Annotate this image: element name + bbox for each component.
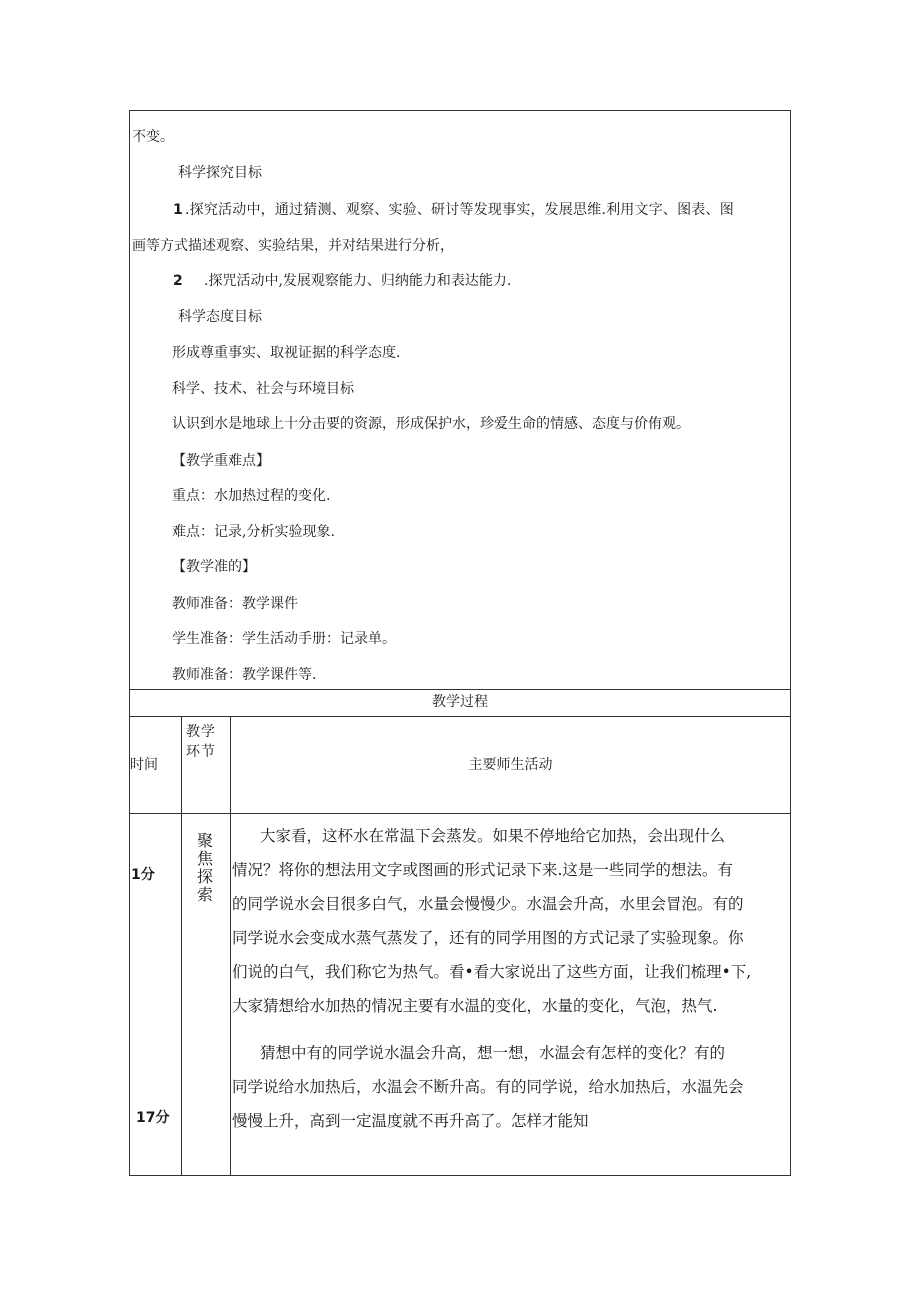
inquiry-item-1-line-1: .探究活动中，通过猜测、观察、实验、研讨等发现事实，发展思维.利用文字、图表、图: [185, 202, 734, 218]
activity-line-7: 猜想中有的同学说水温会升高，想一想，水温会有怎样的变化？有的: [260, 1044, 726, 1062]
time-cell-1: 1分: [131, 867, 155, 883]
activity-line-3: 的同学说水会目很多白气，水量会慢慢少。水温会升高，水里会冒泡。有的: [232, 895, 744, 913]
col-divider-time: [181, 716, 182, 1176]
sts-goal-text: 认识到水是地球上十分击要的资源，形成保护水，珍爱生命的情感、态度与价侑观。: [172, 416, 690, 432]
teacher-preparation-2: 教师准备：教学课件等.: [172, 667, 317, 683]
header-activity: 主要师生活动: [468, 757, 553, 773]
continued-text: 不变。: [132, 129, 174, 145]
key-points-title: 【教学重难点】: [172, 453, 270, 469]
activity-line-1: 大家看，这杯水在常温下会蒸发。如果不停地给它加热，会出现什么: [260, 827, 726, 845]
activity-line-4: 同学说水会变成水蒸气蒸发了，还有的同学用图的方式记录了实验现象。你: [232, 929, 744, 947]
col-divider-stage: [230, 716, 231, 1176]
inquiry-goal-title: 科学探究目标: [178, 165, 262, 181]
key-point: 重点：水加热过程的变化.: [172, 488, 331, 504]
attitude-goal-title: 科学态度目标: [178, 309, 262, 325]
activity-line-9: 慢慢上升，高到一定温度就不再升高了。怎样才能知: [232, 1112, 589, 1130]
inquiry-item-1-number: 1: [173, 202, 183, 218]
activity-line-5: 们说的白气，我们称它为热气。看•看大家说出了这些方面，让我们梳理•下,: [232, 963, 752, 981]
student-preparation: 学生准备：学生活动手册：记录单。: [172, 631, 396, 647]
teacher-preparation-1: 教师准备：教学课件: [172, 596, 298, 612]
preparation-title: 【教学准的】: [172, 559, 256, 575]
header-stage-line-2: 环节: [186, 744, 216, 760]
stage-cell: 聚焦探索: [196, 831, 213, 904]
sts-goal-title: 科学、技术、社会与环境目标: [172, 381, 354, 397]
process-title: 教学过程: [432, 694, 488, 710]
inquiry-item-2-text: .探咒活动中,发展观察能力、归纳能力和表达能力.: [204, 273, 512, 289]
inquiry-item-1-line-2: 画等方式描述观察、实验结果，并对结果进行分析，: [132, 238, 454, 254]
difficult-point: 难点：记录,分析实验现象.: [172, 524, 335, 540]
row-divider-content: [129, 813, 791, 814]
inquiry-item-2-number: 2: [173, 273, 183, 289]
attitude-goal-text: 形成尊重事实、取视证据的科学态度.: [172, 345, 401, 361]
activity-line-6: 大家猜想给水加热的情况主要有水温的变化，水量的变化，气泡，热气.: [232, 997, 718, 1015]
time-cell-2: 17分: [136, 1110, 170, 1126]
activity-line-2: 情况？将你的想法用文字或图画的形式记录下来.这是一些同学的想法。有: [232, 861, 733, 879]
row-divider-header: [129, 716, 791, 717]
header-stage-line-1: 教学: [186, 724, 216, 740]
row-divider-process-title: [129, 689, 791, 690]
header-time: 时间: [130, 757, 158, 773]
activity-line-8: 同学说给水加热后，水温会不断升高。有的同学说，给水加热后，水温先会: [232, 1078, 744, 1096]
